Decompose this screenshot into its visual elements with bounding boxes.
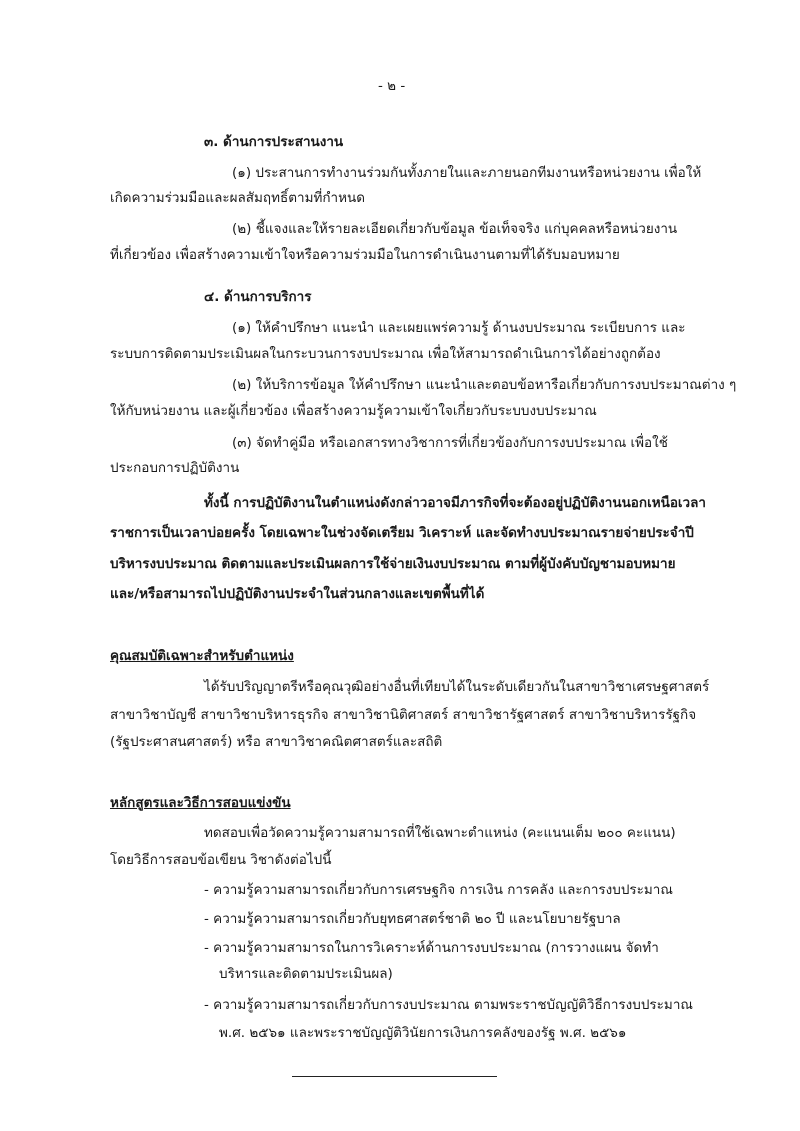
note-line-2: ราชการเป็นเวลาบ่อยครั้ง โดยเฉพาะในช่วงจัดเตรียม วิเคราะห์ และจัดทำงบประมาณรายจ่ายประจำปี xyxy=(110,525,694,541)
note-line-3: บริหารงบประมาณ ติดตามและประเมินผลการใช้จ่ายเงินงบประมาณ ตามที่ผู้บังคับบัญชามอบหมาย xyxy=(110,556,676,572)
section-3-item-2-line-1: (๒) ชี้แจงและให้รายละเอียดเกี่ยวกับข้อมูล ข้อเท็จจริง แก่บุคคลหรือหน่วยงาน xyxy=(232,221,678,237)
exam-line-2: โดยวิธีการสอบข้อเขียน วิชาดังต่อไปนี้ xyxy=(110,852,332,868)
exam-bullet-4-line-2: พ.ศ. ๒๕๖๑ และพระราชบัญญัติวินัยการเงินการคลังของรัฐ พ.ศ. ๒๕๖๑ xyxy=(219,1025,627,1041)
qualifications-line-2: สาขาวิชาบัญชี สาขาวิชาบริหารธุรกิจ สาขาวิชานิติศาสตร์ สาขาวิชารัฐศาสตร์ สาขาวิชาบริหารรัฐกิจ xyxy=(110,707,697,723)
qualifications-line-3: (รัฐประศาสนศาสตร์) หรือ สาขาวิชาคณิตศาสตร์และสถิติ xyxy=(110,734,443,750)
exam-bullet-3-line-2: บริหารและติดตามประเมินผล) xyxy=(219,966,393,982)
section-3-heading: ๓. ด้านการประสานงาน xyxy=(204,134,344,150)
qualifications-heading: คุณสมบัติเฉพาะสำหรับตำแหน่ง xyxy=(110,648,294,664)
exam-bullet-3-line-1: - ความรู้ความสามารถในการวิเคราะห์ด้านการงบประมาณ (การวางแผน จัดทำ xyxy=(204,940,659,956)
section-4-item-3-line-1: (๓) จัดทำคู่มือ หรือเอกสารทางวิชาการที่เกี่ยวข้องกับการงบประมาณ เพื่อใช้ xyxy=(232,435,668,451)
section-4-item-1-line-1: (๑) ให้คำปรึกษา แนะนำ และเผยแพร่ความรู้ ด้านงบประมาณ ระเบียบการ และ xyxy=(232,320,686,336)
section-4-heading: ๔. ด้านการบริการ xyxy=(204,289,312,305)
exam-bullet-1: - ความรู้ความสามารถเกี่ยวกับการเศรษฐกิจ การเงิน การคลัง และการงบประมาณ xyxy=(204,882,673,898)
section-4-item-1-line-2: ระบบการติดตามประเมินผลในกระบวนการงบประมาณ เพื่อให้สามารถดำเนินการได้อย่างถูกต้อง xyxy=(110,346,661,362)
exam-bullet-4-line-1: - ความรู้ความสามารถเกี่ยวกับการงบประมาณ ตามพระราชบัญญัติวิธีการงบประมาณ xyxy=(204,997,693,1013)
section-4-item-2-line-1: (๒) ให้บริการข้อมูล ให้คำปรึกษา แนะนำและตอบข้อหารือเกี่ยวกับการงบประมาณต่าง ๆ xyxy=(232,377,737,393)
section-3-item-2-line-2: ที่เกี่ยวข้อง เพื่อสร้างความเข้าใจหรือความร่วมมือในการดำเนินงานตามที่ได้รับมอบหมาย xyxy=(110,247,620,263)
note-line-4: และ/หรือสามารถไปปฏิบัติงานประจำในส่วนกลางและเขตพื้นที่ได้ xyxy=(110,586,485,602)
page-number: - ๒ - xyxy=(378,78,406,94)
section-3-item-1-line-1: (๑) ประสานการทำงานร่วมกันทั้งภายในและภายนอกทีมงานหรือหน่วยงาน เพื่อให้ xyxy=(232,165,702,181)
section-4-item-2-line-2: ให้กับหน่วยงาน และผู้เกี่ยวข้อง เพื่อสร้างความรู้ความเข้าใจเกี่ยวกับระบบงบประมาณ xyxy=(110,403,597,419)
closing-divider xyxy=(292,1076,497,1077)
section-4-item-3-line-2: ประกอบการปฏิบัติงาน xyxy=(110,460,240,476)
exam-bullet-2: - ความรู้ความสามารถเกี่ยวกับยุทธศาสตร์ชาติ ๒๐ ปี และนโยบายรัฐบาล xyxy=(204,911,621,927)
qualifications-line-1: ได้รับปริญญาตรีหรือคุณวุฒิอย่างอื่นที่เทียบได้ในระดับเดียวกันในสาขาวิชาเศรษฐศาสตร์ xyxy=(204,679,710,695)
exam-line-1: ทดสอบเพื่อวัดความรู้ความสามารถที่ใช้เฉพาะตำแหน่ง (คะแนนเต็ม ๒๐๐ คะแนน) xyxy=(204,825,676,841)
exam-heading: หลักสูตรและวิธีการสอบแข่งขัน xyxy=(110,795,291,811)
note-line-1: ทั้งนี้ การปฏิบัติงานในตำแหน่งดังกล่าวอาจมีภารกิจที่จะต้องอยู่ปฏิบัติงานนอกเหนือเวลา xyxy=(204,495,706,511)
section-3-item-1-line-2: เกิดความร่วมมือและผลสัมฤทธิ์ตามที่กำหนด xyxy=(110,190,366,206)
